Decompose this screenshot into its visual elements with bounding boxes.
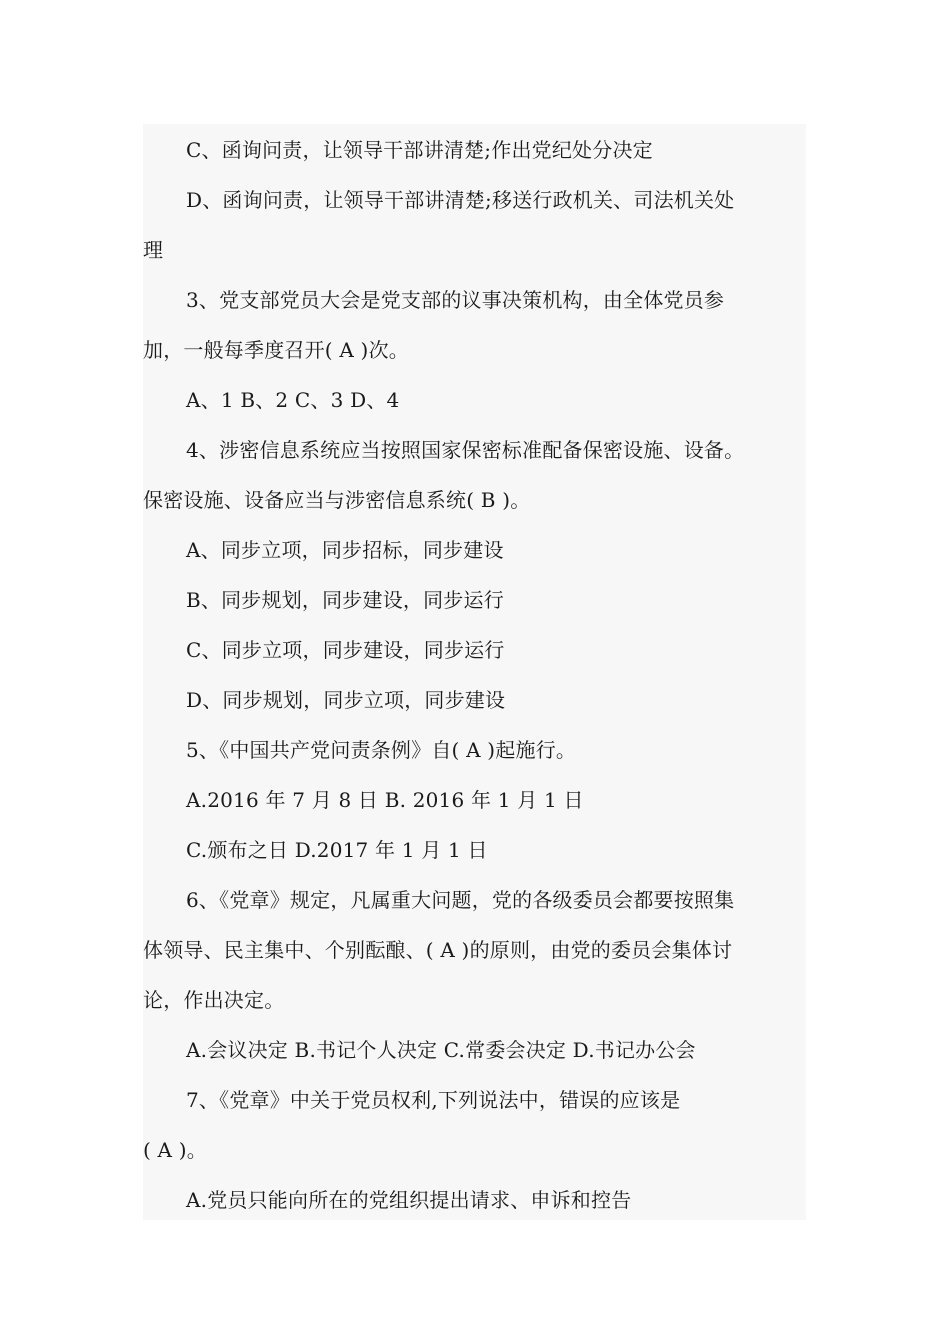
question-7-cont: ( A )。: [143, 1138, 207, 1162]
question-7: 7、《党章》中关于党员权利,下列说法中，错误的应该是: [186, 1088, 681, 1112]
question-4-cont: 保密设施、设备应当与涉密信息系统( B )。: [143, 488, 531, 512]
option-c-q4: C、同步立项，同步建设，同步运行: [186, 638, 505, 662]
question-5: 5、《中国共产党问责条例》自( A )起施行。: [186, 738, 577, 762]
options-q5-ab: A.2016 年 7 月 8 日 B. 2016 年 1 月 1 日: [186, 788, 584, 812]
question-6-cont: 体领导、民主集中、个别酝酿、( A )的原则，由党的委员会集体讨: [143, 938, 733, 962]
question-3: 3、党支部党员大会是党支部的议事决策机构，由全体党员参: [186, 288, 725, 312]
option-a-q7: A.党员只能向所在的党组织提出请求、申诉和控告: [186, 1188, 632, 1212]
option-c-q2: C、函询问责，让领导干部讲清楚;作出党纪处分决定: [186, 138, 653, 162]
option-b-q4: B、同步规划，同步建设，同步运行: [186, 588, 504, 612]
options-q5-cd: C.颁布之日 D.2017 年 1 月 1 日: [186, 838, 488, 862]
options-q3: A、1 B、2 C、3 D、4: [186, 388, 400, 412]
option-d-q4: D、同步规划，同步立项，同步建设: [186, 688, 506, 712]
question-3-cont: 加，一般每季度召开( A )次。: [143, 338, 409, 362]
option-d-q2: D、函询问责，让领导干部讲清楚;移送行政机关、司法机关处: [186, 188, 735, 212]
option-d-q2-cont: 理: [143, 238, 164, 262]
question-6-cont-2: 论，作出决定。: [143, 988, 285, 1012]
question-6: 6、《党章》规定，凡属重大问题，党的各级委员会都要按照集: [186, 888, 735, 912]
question-4: 4、涉密信息系统应当按照国家保密标准配备保密设施、设备。: [186, 438, 745, 462]
options-q6: A.会议决定 B.书记个人决定 C.常委会决定 D.书记办公会: [186, 1038, 696, 1062]
option-a-q4: A、同步立项，同步招标，同步建设: [186, 538, 504, 562]
